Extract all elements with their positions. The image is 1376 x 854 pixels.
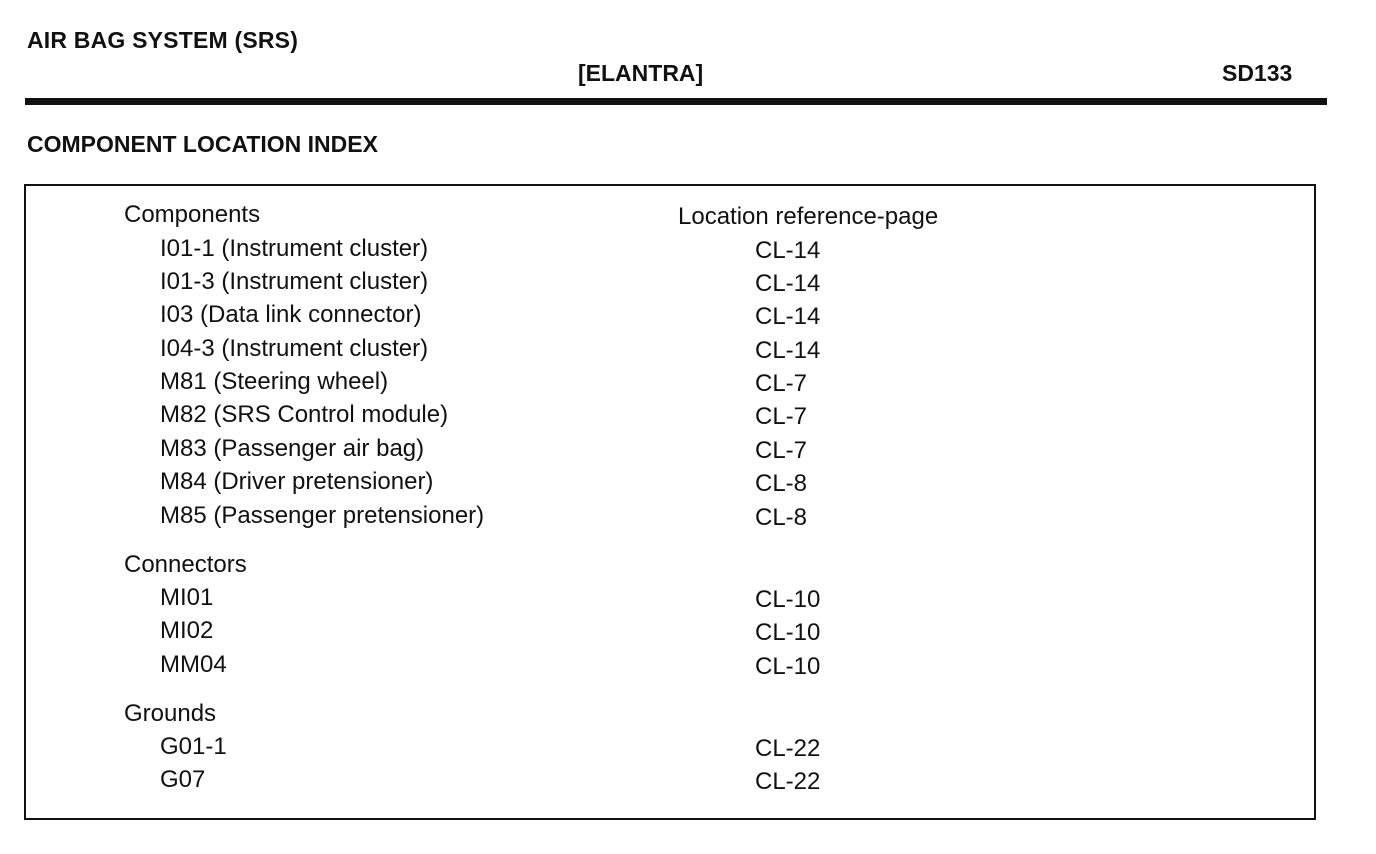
- component-ref: CL-7: [755, 403, 808, 430]
- connector-name: MI02: [160, 617, 214, 644]
- components-column-header: Components: [124, 201, 261, 228]
- connector-ref: CL-10: [755, 653, 821, 680]
- component-name: I04-3 (Instrument cluster): [160, 335, 429, 362]
- ground-name: G01-1: [160, 733, 227, 760]
- component-ref: CL-14: [755, 303, 821, 330]
- component-name: M81 (Steering wheel): [160, 368, 389, 395]
- connector-name: MM04: [160, 651, 227, 678]
- connector-name: MI01: [160, 584, 214, 611]
- component-index-table: [24, 184, 1316, 820]
- component-ref: CL-7: [755, 370, 808, 397]
- component-name: M83 (Passenger air bag): [160, 435, 425, 462]
- component-name: M85 (Passenger pretensioner): [160, 502, 485, 529]
- component-ref: CL-14: [755, 337, 821, 364]
- connector-ref: CL-10: [755, 619, 821, 646]
- vehicle-model: [ELANTRA]: [578, 60, 704, 86]
- component-name: I01-3 (Instrument cluster): [160, 268, 429, 295]
- component-name: M84 (Driver pretensioner): [160, 468, 434, 495]
- header-rule: [25, 98, 1327, 105]
- component-name: M82 (SRS Control module): [160, 401, 449, 428]
- grounds-group-label: Grounds: [124, 700, 217, 727]
- ground-name: G07: [160, 766, 206, 793]
- page-code: SD133: [1222, 60, 1293, 86]
- component-ref: CL-8: [755, 470, 808, 497]
- component-name: I03 (Data link connector): [160, 301, 422, 328]
- component-ref: CL-14: [755, 237, 821, 264]
- component-name: I01-1 (Instrument cluster): [160, 235, 429, 262]
- connectors-group-label: Connectors: [124, 551, 247, 578]
- location-column-header: Location reference-page: [678, 203, 939, 230]
- section-title: COMPONENT LOCATION INDEX: [27, 131, 378, 157]
- connector-ref: CL-10: [755, 586, 821, 613]
- component-ref: CL-14: [755, 270, 821, 297]
- document-title: AIR BAG SYSTEM (SRS): [27, 27, 299, 53]
- ground-ref: CL-22: [755, 735, 821, 762]
- component-ref: CL-7: [755, 437, 808, 464]
- component-ref: CL-8: [755, 504, 808, 531]
- ground-ref: CL-22: [755, 768, 821, 795]
